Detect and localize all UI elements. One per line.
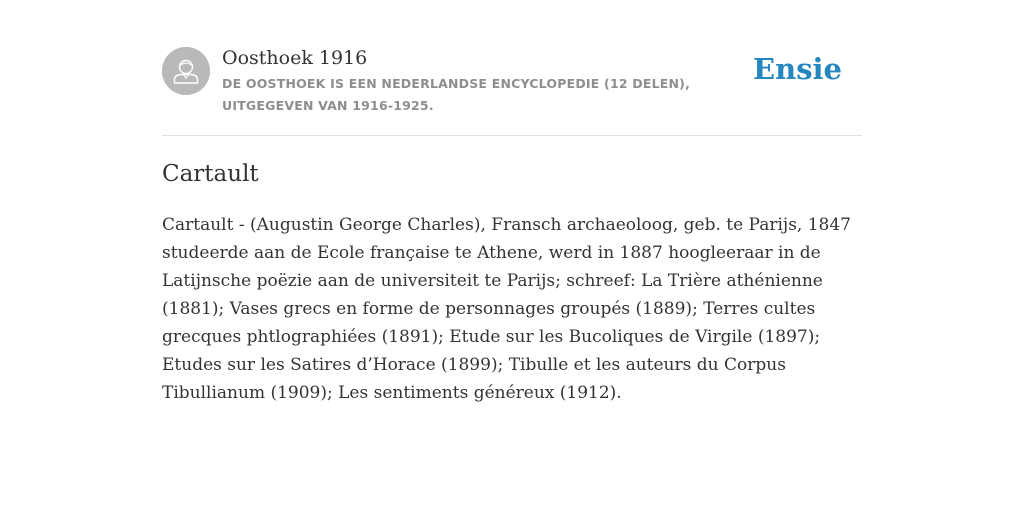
- source-title[interactable]: Oosthoek 1916: [222, 47, 368, 69]
- user-icon: [162, 47, 210, 95]
- ensie-logo[interactable]: Ensie: [753, 52, 842, 86]
- source-header: [162, 46, 862, 136]
- entry-title: Cartault: [162, 161, 259, 187]
- source-description: DE OOSTHOEK IS EEN NEDERLANDSE ENCYCLOPEDIE (12 DELEN), UITGEGEVEN VAN 1916-1925.: [222, 76, 691, 113]
- header-divider: [162, 135, 862, 136]
- source-avatar[interactable]: [162, 47, 210, 95]
- entry-body: Cartault - (Augustin George Charles), Fransch archaeoloog, geb. te Parijs, 1847 studeerde aan de Ecole française te Athene, werd in 1887 hoogleeraar in de Latijnsche poëzie aan de universiteit te Parijs; schreef: La Trière athénienne (1881); Vases grecs en forme de personnages groupés (1889); Terres cultes grecques phtlographiées (1891); Etude sur les Bucoliques de Virgile (1897); Etudes sur les Satires d’Horace (1899); Tibulle et les auteurs du Corpus Tibullianum (1909); Les sentiments généreux (1912).: [162, 215, 851, 403]
